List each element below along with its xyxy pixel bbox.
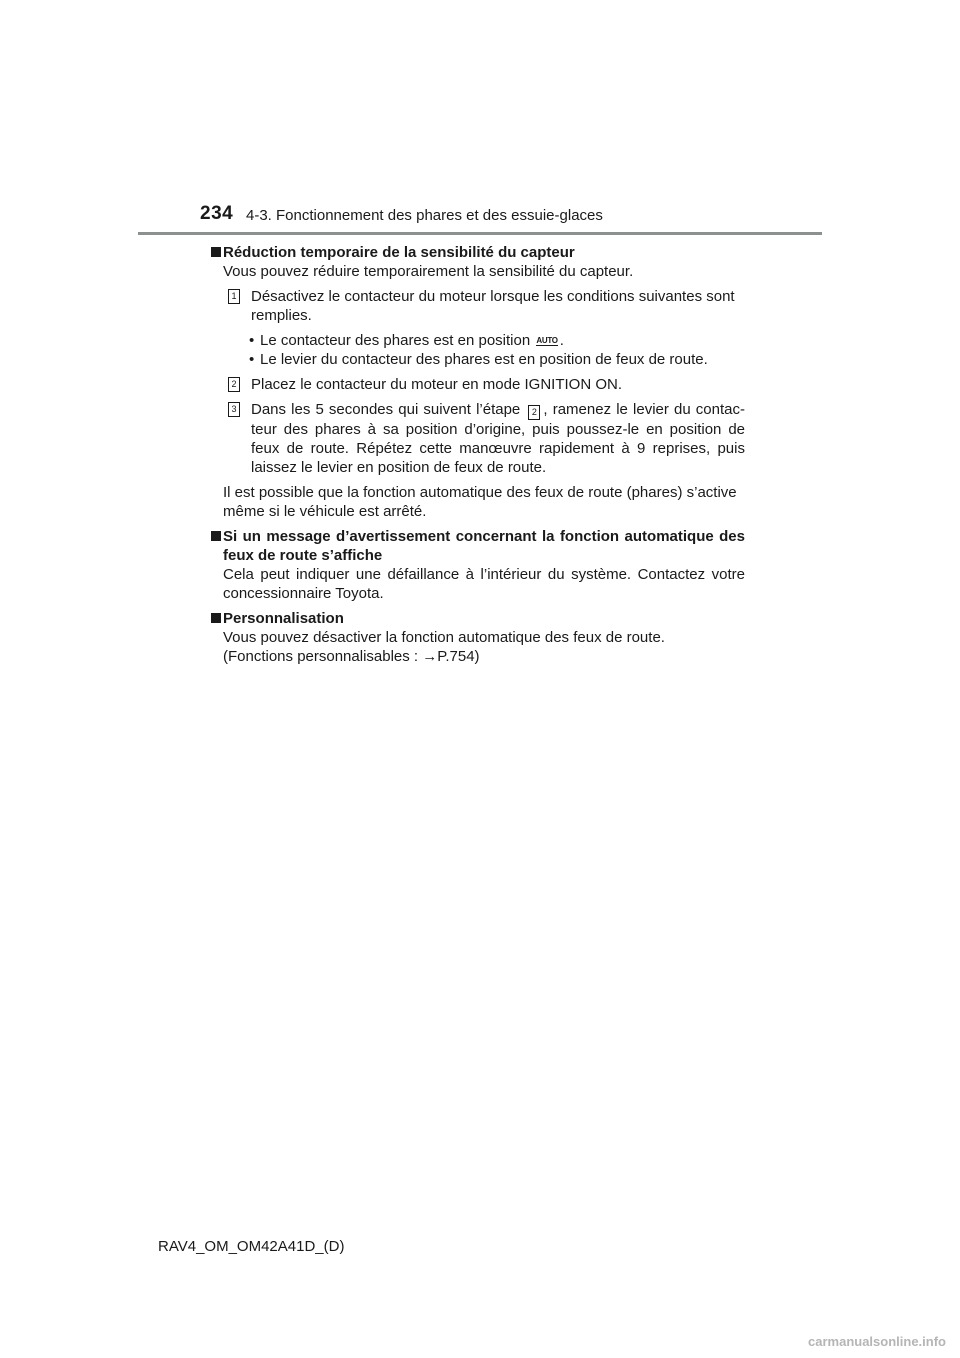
page-number: 234 <box>200 203 234 224</box>
step-3-text-pre: Dans les 5 secondes qui suivent l’étape <box>251 401 521 418</box>
sensitivity-intro: Vous pouvez réduire temporairement la sensibilité du capteur. <box>223 263 634 280</box>
step-3-number: 3 <box>228 402 240 417</box>
sensitivity-heading-text: Réduction temporaire de la sensibilité du capteur <box>223 244 575 261</box>
step-1-text: Désactivez le contacteur du moteur lorsque les conditions suivantes sont remplies. <box>251 288 735 324</box>
step-1 <box>211 287 745 325</box>
custom-heading-text: Personnalisation <box>223 610 344 627</box>
step-2 <box>211 375 745 394</box>
square-bullet-icon <box>211 613 221 623</box>
warning-text: Cela peut indiquer une défaillance à l’intérieur du système. Contactez votre concessionnaire Toyota. <box>223 566 745 602</box>
condition-auto <box>260 331 745 350</box>
condition-auto-period: . <box>559 332 564 349</box>
doc-code: RAV4_OM_OM42A41D_(D) <box>158 1238 345 1255</box>
auto-headlight-icon: AUTO <box>536 336 558 345</box>
custom-text-1: Vous pouvez désactiver la fonction automatique des feux de route. <box>223 629 665 646</box>
square-bullet-icon <box>211 247 221 257</box>
page-content <box>211 243 745 666</box>
header-divider <box>138 232 822 235</box>
step-reference-2: 2 <box>528 405 540 420</box>
step-1-number: 1 <box>228 289 240 304</box>
section-title: 4-3. Fonctionnement des phares et des essuie-glaces <box>246 207 603 224</box>
step-2-text: Placez le contacteur du moteur en mode IGNITION ON. <box>251 376 622 393</box>
custom-heading <box>211 609 745 628</box>
step-2-number: 2 <box>228 377 240 392</box>
sensitivity-note: Il est possible que la fonction automatique des feux de route (phares) s’active même si le véhicule est arrêté. <box>223 484 737 520</box>
warning-heading <box>211 527 745 565</box>
step-3-text-post: , ramenez le levier du contac-teur des phares à sa position d’origine, puis poussez-le en position de feux de route. Répétez cette manœuvre rapidement à 9 reprises, puis laissez le levier en position de feux de route. <box>251 401 745 476</box>
condition-high-beam: • Le levier du contacteur des phares est en position de feux de route. <box>260 350 745 369</box>
watermark: carmanualsonline.info <box>808 1334 946 1349</box>
square-bullet-icon <box>211 531 221 541</box>
warning-heading-text: Si un message d’avertissement concernant la fonction automatique des feux de route s’affiche <box>223 528 745 564</box>
step-1-conditions <box>211 331 745 369</box>
step-3 <box>211 400 745 477</box>
condition-auto-text: Le contacteur des phares est en position <box>260 332 531 349</box>
sensitivity-heading <box>211 243 745 262</box>
custom-text-2: (Fonctions personnalisables : →P.754) <box>223 648 480 665</box>
